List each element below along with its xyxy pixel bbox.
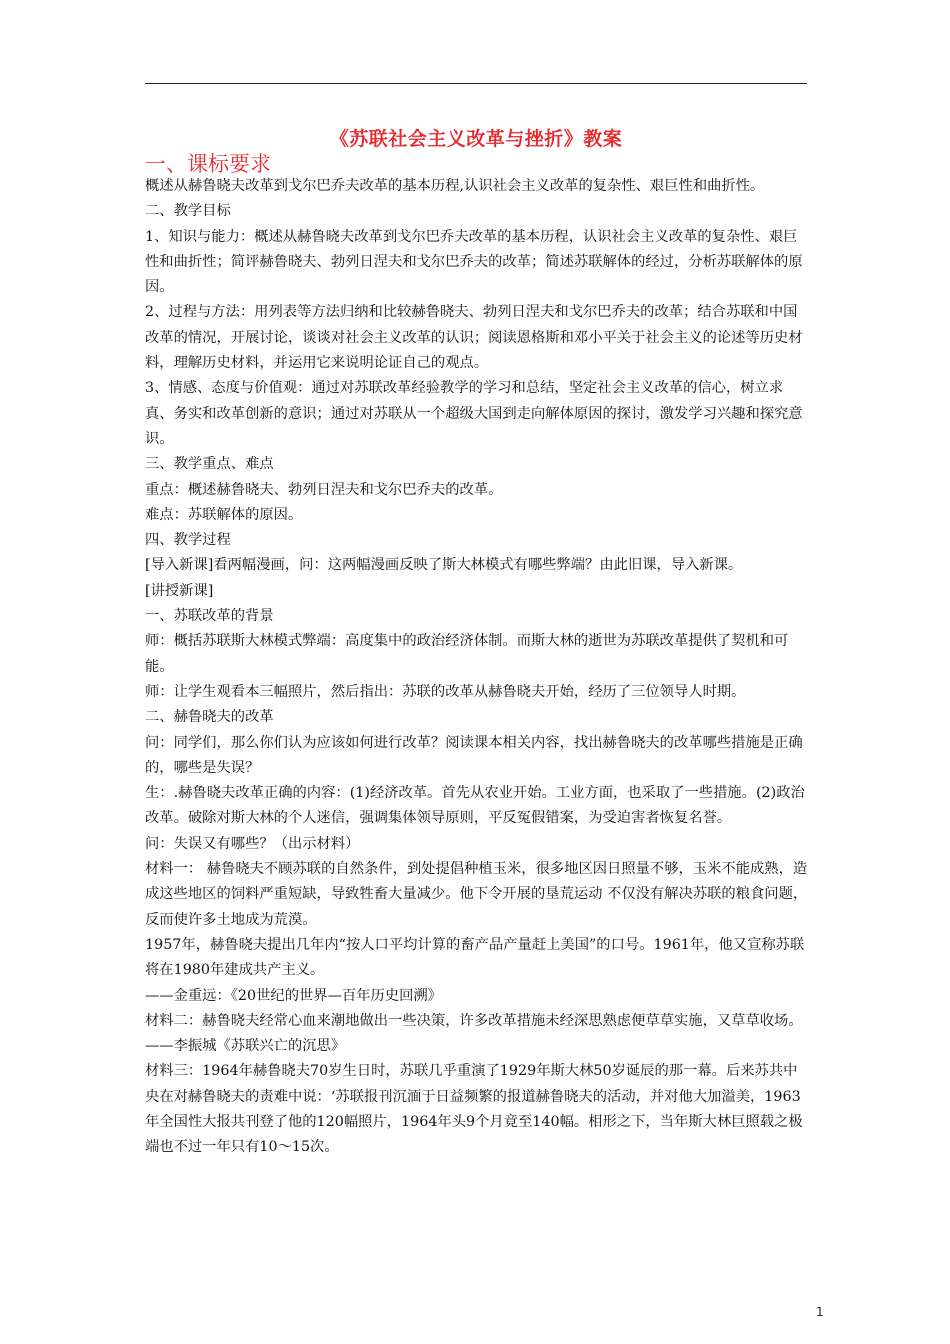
paragraph: 问：同学们，那么你们认为应该如何进行改革？阅读课本相关内容，找出赫鲁晓夫的改革哪些措施是正确的，哪些是失误？ bbox=[145, 734, 803, 776]
paragraph: 概述从赫鲁晓夫改革到戈尔巴乔夫改革的基本历程,认识社会主义改革的复杂性、艰巨性和曲折性。 bbox=[145, 178, 765, 194]
section-heading-curriculum: 一、课标要求 bbox=[145, 152, 271, 176]
paragraph: 师：让学生观看本三幅照片，然后指出：苏联的改革从赫鲁晓夫开始，经历了三位领导人时期。 bbox=[145, 683, 746, 700]
paragraph: 难点：苏联解体的原因。 bbox=[145, 506, 303, 523]
section-heading: 二、教学目标 bbox=[145, 203, 231, 220]
paragraph: 师：概括苏联斯大林模式弊端：高度集中的政治经济体制。而斯大林的逝世为苏联改革提供了契机和可能。 bbox=[145, 633, 789, 675]
material-paragraph: 材料三：1964年赫鲁晓夫70岁生日时，苏联几乎重演了1929年斯大林50岁诞辰的那一幕。后来苏共中央在对赫鲁晓夫的责难中说：‘苏联报刊沉湎于日益频繁的报道赫鲁晓夫的活动，并对他大加溢美，1963年全国性大报共刊登了他的120幅照片，1964年头9个月竟至140幅。相形之下，当年斯大林巨照载之极端也不过一年只有10～15次。 bbox=[145, 1063, 803, 1156]
paragraph: 3、情感、态度与价值观：通过对苏联改革经验教学的学习和总结，坚定社会主义改革的信心，树立求真、务实和改革创新的意识；通过对苏联从一个超级大国到走向解体原因的探讨，激发学习兴趣和探究意识。 bbox=[145, 380, 803, 447]
paragraph: 问：失误又有哪些？（出示材料） bbox=[145, 835, 360, 852]
paragraph: 生：.赫鲁晓夫改革正确的内容：(1)经济改革。首先从农业开始。工业方面，也采取了一些措施。(2)政治改革。破除对斯大林的个人迷信，强调集体领导原则，平反冤假错案，为受迫害者恢复名誉。 bbox=[145, 785, 805, 827]
paragraph: 重点：概述赫鲁晓夫、勃列日涅夫和戈尔巴乔夫的改革。 bbox=[145, 481, 503, 498]
page-number: 1 bbox=[816, 1305, 824, 1319]
paragraph: 2、过程与方法：用列表等方法归纳和比较赫鲁晓夫、勃列日涅夫和戈尔巴乔夫的改革；结合苏联和中国改革的情况，开展讨论，谈谈对社会主义改革的认识；阅读恩格斯和邓小平关于社会主义的论述等历史材料，理解历史材料，并运用它来说明论证自己的观点。 bbox=[145, 304, 803, 372]
document-title: 《苏联社会主义改革与挫折》教案 bbox=[329, 128, 623, 150]
section-heading: 二、赫鲁晓夫的改革 bbox=[145, 709, 274, 726]
material-paragraph: 材料一： 赫鲁晓夫不顾苏联的自然条件，到处提倡种植玉米，很多地区因日照量不够，玉米不能成熟，造成这些地区的饲料严重短缺，导致牲畜大量减少。他下令开展的垦荒运动 不仅没有解决苏联的粮食问题，反而使许多土地成为荒漠。 bbox=[145, 861, 808, 928]
paragraph: 1、知识与能力：概述从赫鲁晓夫改革到戈尔巴乔夫改革的基本历程，认识社会主义改革的复杂性、艰巨性和曲折性；简评赫鲁晓夫、勃列日涅夫和戈尔巴乔夫的改革；简述苏联解体的经过，分析苏联解体的原因。 bbox=[145, 228, 803, 296]
material-paragraph: 1957年，赫鲁晓夫提出几年内“按人口平均计算的畜产品产量赶上美国”的口号。1961年，他又宣称苏联将在1980年建成共产主义。 bbox=[145, 936, 805, 979]
section-heading: 三、教学重点、难点 bbox=[145, 456, 274, 473]
section-heading: 一、苏联改革的背景 bbox=[145, 608, 274, 625]
material-paragraph: 材料二：赫鲁晓夫经常心血来潮地做出一些决策，许多改革措施未经深思熟虑便草草实施，又草草收场。 ——李振城《苏联兴亡的沉思》 bbox=[145, 1012, 803, 1055]
header-rule bbox=[145, 83, 807, 84]
paragraph: [讲授新课] bbox=[145, 582, 214, 599]
document-body bbox=[145, 174, 810, 1161]
citation: ——金重远：《20世纪的世界—百年历史回溯》 bbox=[145, 987, 442, 1004]
section-heading: 四、教学过程 bbox=[145, 532, 231, 549]
paragraph: [导入新课]看两幅漫画，问：这两幅漫画反映了斯大林模式有哪些弊端？由此旧课，导入新课。 bbox=[145, 557, 743, 574]
